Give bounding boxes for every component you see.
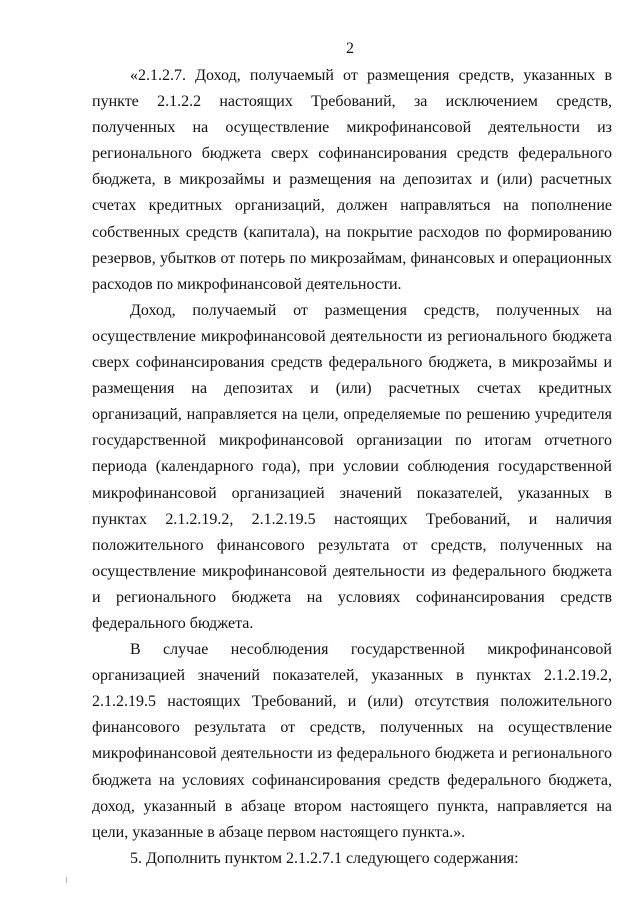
paragraph-2-1-2-7: «2.1.2.7. Доход, получаемый от размещения средств, указанных в пункте 2.1.2.2 настоящих Требований, за исключением средств, полученных на осуществление микрофинансовой деятельности из регионального бюджета сверх софинансирования средств федерального бюджета, в микрозаймы и размещения на депозитах и (или) расчетных счетах кредитных организаций, должен направляться на пополнение собственных средств (капитала), на покрытие расходов по формированию резервов, убытков от потерь по микрозаймам, финансовых и операционных расходов по микрофинансовой деятельности. — [92, 67, 612, 293]
document-body — [92, 63, 612, 872]
paragraph-amendment-5: 5. Дополнить пунктом 2.1.2.7.1 следующего содержания: — [130, 849, 519, 867]
page-number: 2 — [346, 40, 354, 57]
paragraph-noncompliance: В случае несоблюдения государственной микрофинансовой организацией значений показателей, указанных в пунктах 2.1.2.19.2, 2.1.2.19.5 настоящих Требований, и (или) отсутствия положительного финансового результата от средств, полученных на осуществление микрофинансовой деятельности из федерального бюджета и регионального бюджета на условиях софинансирования средств федерального бюджета, доход, указанный в абзаце втором настоящего пункта, направляется на цели, указанные в абзаце первом настоящего пункта.». — [92, 641, 612, 841]
scan-mark — [66, 877, 69, 883]
paragraph-income-allocation: Доход, получаемый от размещения средств, полученных на осуществление микрофинансовой деятельности из регионального бюджета сверх софинансирования средств федерального бюджета, в микрозаймы и размещения на депозитах и (или) расчетных счетах кредитных организаций, направляется на цели, определяемые по решению учредителя государственной микрофинансовой организации по итогам отчетного периода (календарного года), при условии соблюдения государственной микрофинансовой организацией значений показателей, указанных в пунктах 2.1.2.19.2, 2.1.2.19.5 настоящих Требований, и наличия положительного финансового результата от средств, полученных на осуществление микрофинансовой деятельности из федерального бюджета и регионального бюджета на условиях софинансирования средств федерального бюджета. — [92, 301, 612, 632]
